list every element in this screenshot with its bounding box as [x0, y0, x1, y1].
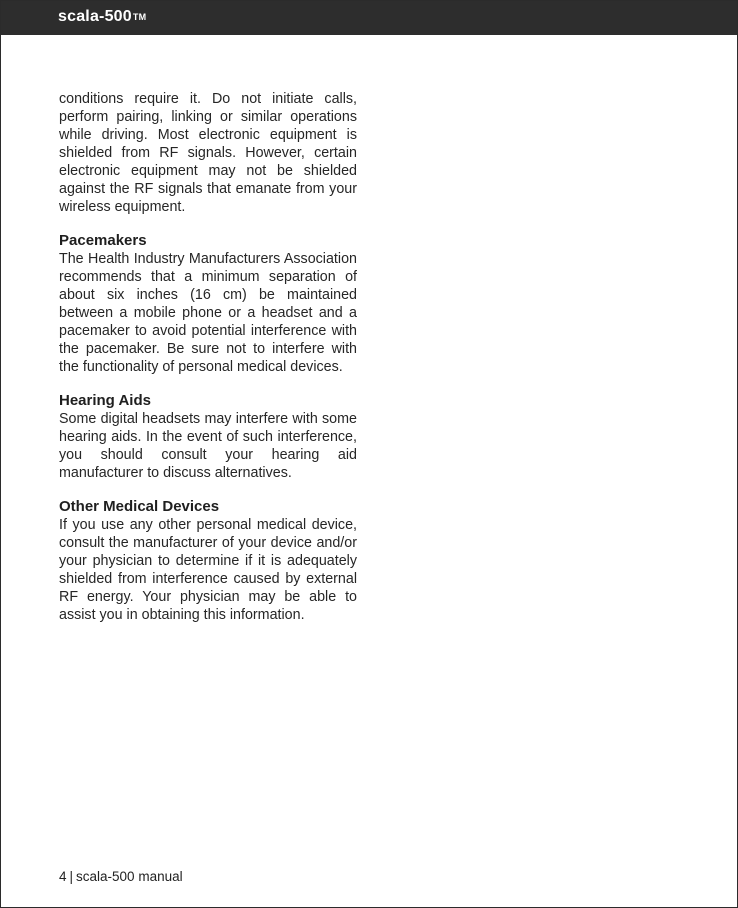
section-hearing-aids: [59, 392, 357, 482]
section-body: The Health Industry Manufacturers Association recommends that a minimum separation of about six inches (16 cm) be maintained between a mobile phone or a headset and a pacemaker to avoid potential interference with the pacemaker. Be sure not to interfere with the functionality of personal medical devices.: [59, 251, 357, 375]
page-number: 4: [59, 869, 67, 884]
trademark-mark: TM: [132, 12, 147, 22]
content-column: [59, 90, 357, 624]
intro-paragraph: conditions require it. Do not initiate calls, perform pairing, linking or similar operations while driving. Most electronic equipment is shielded from RF signals. However, certain electronic equipment may not be shielded against the RF signals that emanate from your wireless equipment.: [59, 91, 357, 215]
section-other-medical-devices: [59, 498, 357, 624]
section-pacemakers: [59, 232, 357, 376]
section-body: If you use any other personal medical device, consult the manufacturer of your device and/or your physician to determine if it is adequately shielded from interference caused by external RF energy. Your physician may be able to assist you in obtaining this information.: [59, 517, 357, 623]
section-heading: Hearing Aids: [59, 392, 151, 409]
section-heading: Pacemakers: [59, 232, 147, 249]
section-body: Some digital headsets may interfere with some hearing aids. In the event of such interference, you should consult your hearing aid manufacturer to discuss alternatives.: [59, 411, 357, 481]
brand-title: [58, 8, 146, 26]
header-bar: [1, 1, 737, 35]
section-heading: Other Medical Devices: [59, 498, 220, 515]
footer-separator: |: [69, 869, 74, 884]
brand-name: scala-500: [58, 8, 132, 25]
manual-title: scala-500 manual: [76, 869, 183, 884]
page-footer: [59, 869, 183, 884]
